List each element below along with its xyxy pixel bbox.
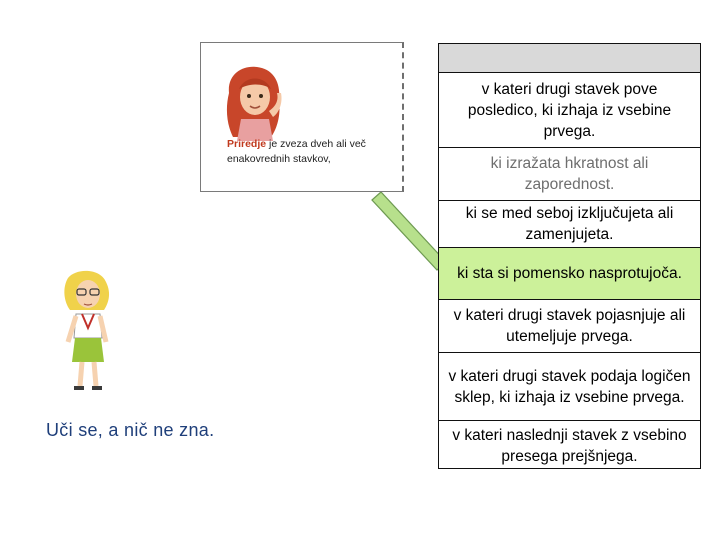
table-row[interactable]: ki izražata hkratnost ali zaporednost. bbox=[439, 147, 700, 200]
table-row[interactable]: v kateri drugi stavek podaja logičen sklep, ki izhaja iz vsebine prvega. bbox=[439, 352, 700, 420]
table-header bbox=[439, 44, 700, 72]
table-row-highlighted[interactable]: ki sta si pomensko nasprotujoča. bbox=[439, 247, 700, 299]
card-text-line2: enakovrednih stavkov, bbox=[227, 153, 331, 165]
table-row[interactable]: ki se med seboj izključujeta ali zamenjujeta. bbox=[439, 200, 700, 247]
table-row[interactable]: v kateri naslednji stavek z vsebino presega prejšnjega. bbox=[439, 420, 700, 470]
card-definition-text bbox=[227, 137, 403, 167]
table-row[interactable]: v kateri drugi stavek pove posledico, ki izhaja iz vsebine prvega. bbox=[439, 72, 700, 147]
table-row[interactable]: v kateri drugi stavek pojasnjuje ali utemeljuje prvega. bbox=[439, 299, 700, 352]
blonde-girl-illustration bbox=[44, 268, 124, 396]
card-text-line1: je zveza dveh ali več bbox=[266, 138, 366, 150]
proverb-text: Uči se, a nič ne zna. bbox=[46, 420, 215, 440]
definition-card bbox=[200, 42, 404, 192]
red-haired-girl-illustration bbox=[219, 63, 289, 143]
card-keyword: Priredje bbox=[227, 138, 267, 150]
definitions-table bbox=[438, 43, 701, 469]
